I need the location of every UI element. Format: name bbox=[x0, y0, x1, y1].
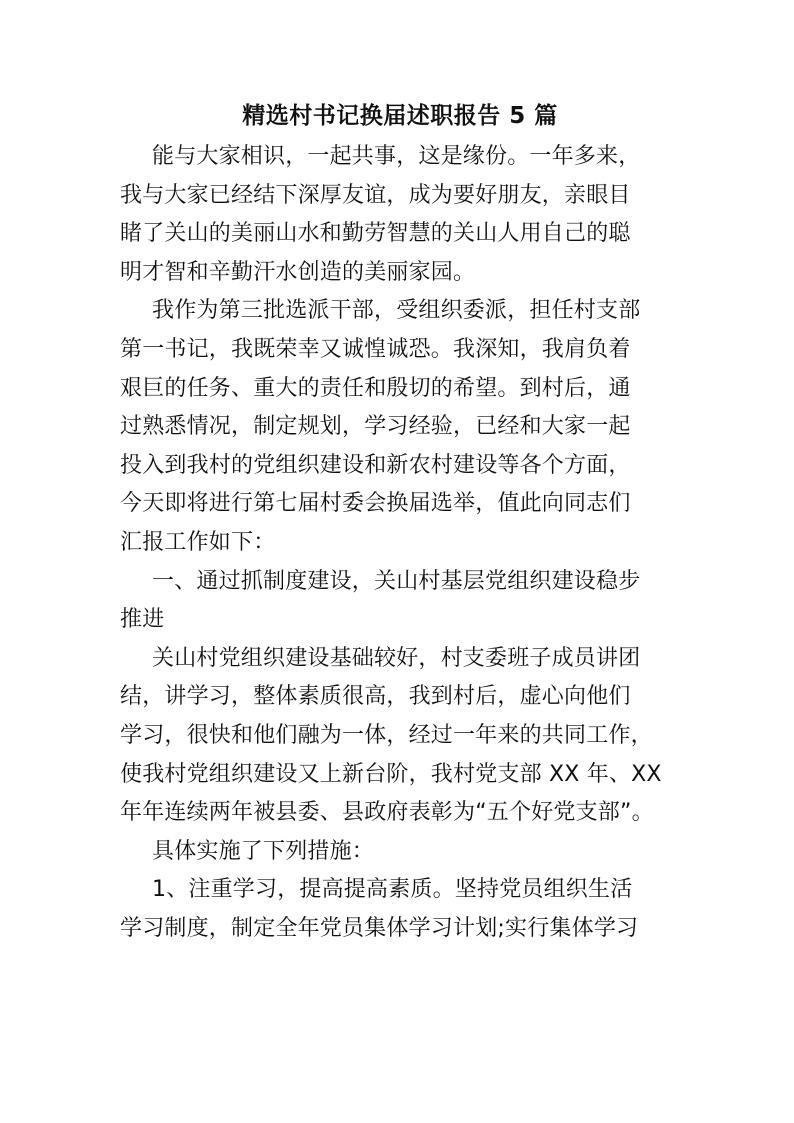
section-heading: 一、通过抓制度建设，关山村基层党组织建设稳步 bbox=[152, 568, 641, 594]
numbered-item-line: 1、注重学习，提高提高素质。坚持党员组织生活 bbox=[152, 877, 633, 903]
text-line: 过熟悉情况，制定规划，学习经验，已经和大家一起 bbox=[120, 414, 631, 440]
text-line: 我与大家已经结下深厚友谊，成为要好朋友，亲眼目 bbox=[120, 182, 631, 208]
text-line: 汇报工作如下： bbox=[120, 529, 276, 555]
text-line: 投入到我村的党组织建设和新农村建设等各个方面， bbox=[120, 452, 631, 478]
text-line: 具体实施了下列措施： bbox=[152, 838, 375, 864]
text-line: 我作为第三批选派干部，受组织委派，担任村支部 bbox=[152, 298, 641, 324]
section-heading-continuation: 推进 bbox=[120, 607, 165, 633]
document-body bbox=[120, 100, 680, 948]
text-line: 明才智和辛勤汗水创造的美丽家园。 bbox=[120, 259, 476, 285]
text-line: 今天即将进行第七届村委会换届选举，值此向同志们 bbox=[120, 491, 631, 517]
text-line: 使我村党组织建设又上新台阶，我村党支部 XX 年、XX bbox=[120, 761, 662, 787]
text-line: 睹了关山的美丽山水和勤劳智慧的关山人用自己的聪 bbox=[120, 221, 631, 247]
text-line: 艰巨的任务、重大的责任和殷切的希望。到村后，通 bbox=[120, 375, 631, 401]
text-line: 能与大家相识，一起共事，这是缘份。一年多来， bbox=[152, 144, 641, 169]
text-line: 学习，很快和他们融为一体，经过一年来的共同工作， bbox=[120, 722, 653, 748]
document-title: 精选村书记换届述职报告 5 篇 bbox=[242, 103, 558, 129]
text-line: 关山村党组织建设基础较好，村支委班子成员讲团 bbox=[152, 645, 641, 671]
text-line: 第一书记，我既荣幸又诚惶诚恐。我深知，我肩负着 bbox=[120, 336, 631, 362]
text-line: 结，讲学习，整体素质很高，我到村后，虚心向他们 bbox=[120, 684, 631, 710]
text-line: 年年连续两年被县委、县政府表彰为“五个好党支部”。 bbox=[120, 800, 654, 826]
text-line: 学习制度，制定全年党员集体学习计划;实行集体学习 bbox=[120, 915, 639, 941]
